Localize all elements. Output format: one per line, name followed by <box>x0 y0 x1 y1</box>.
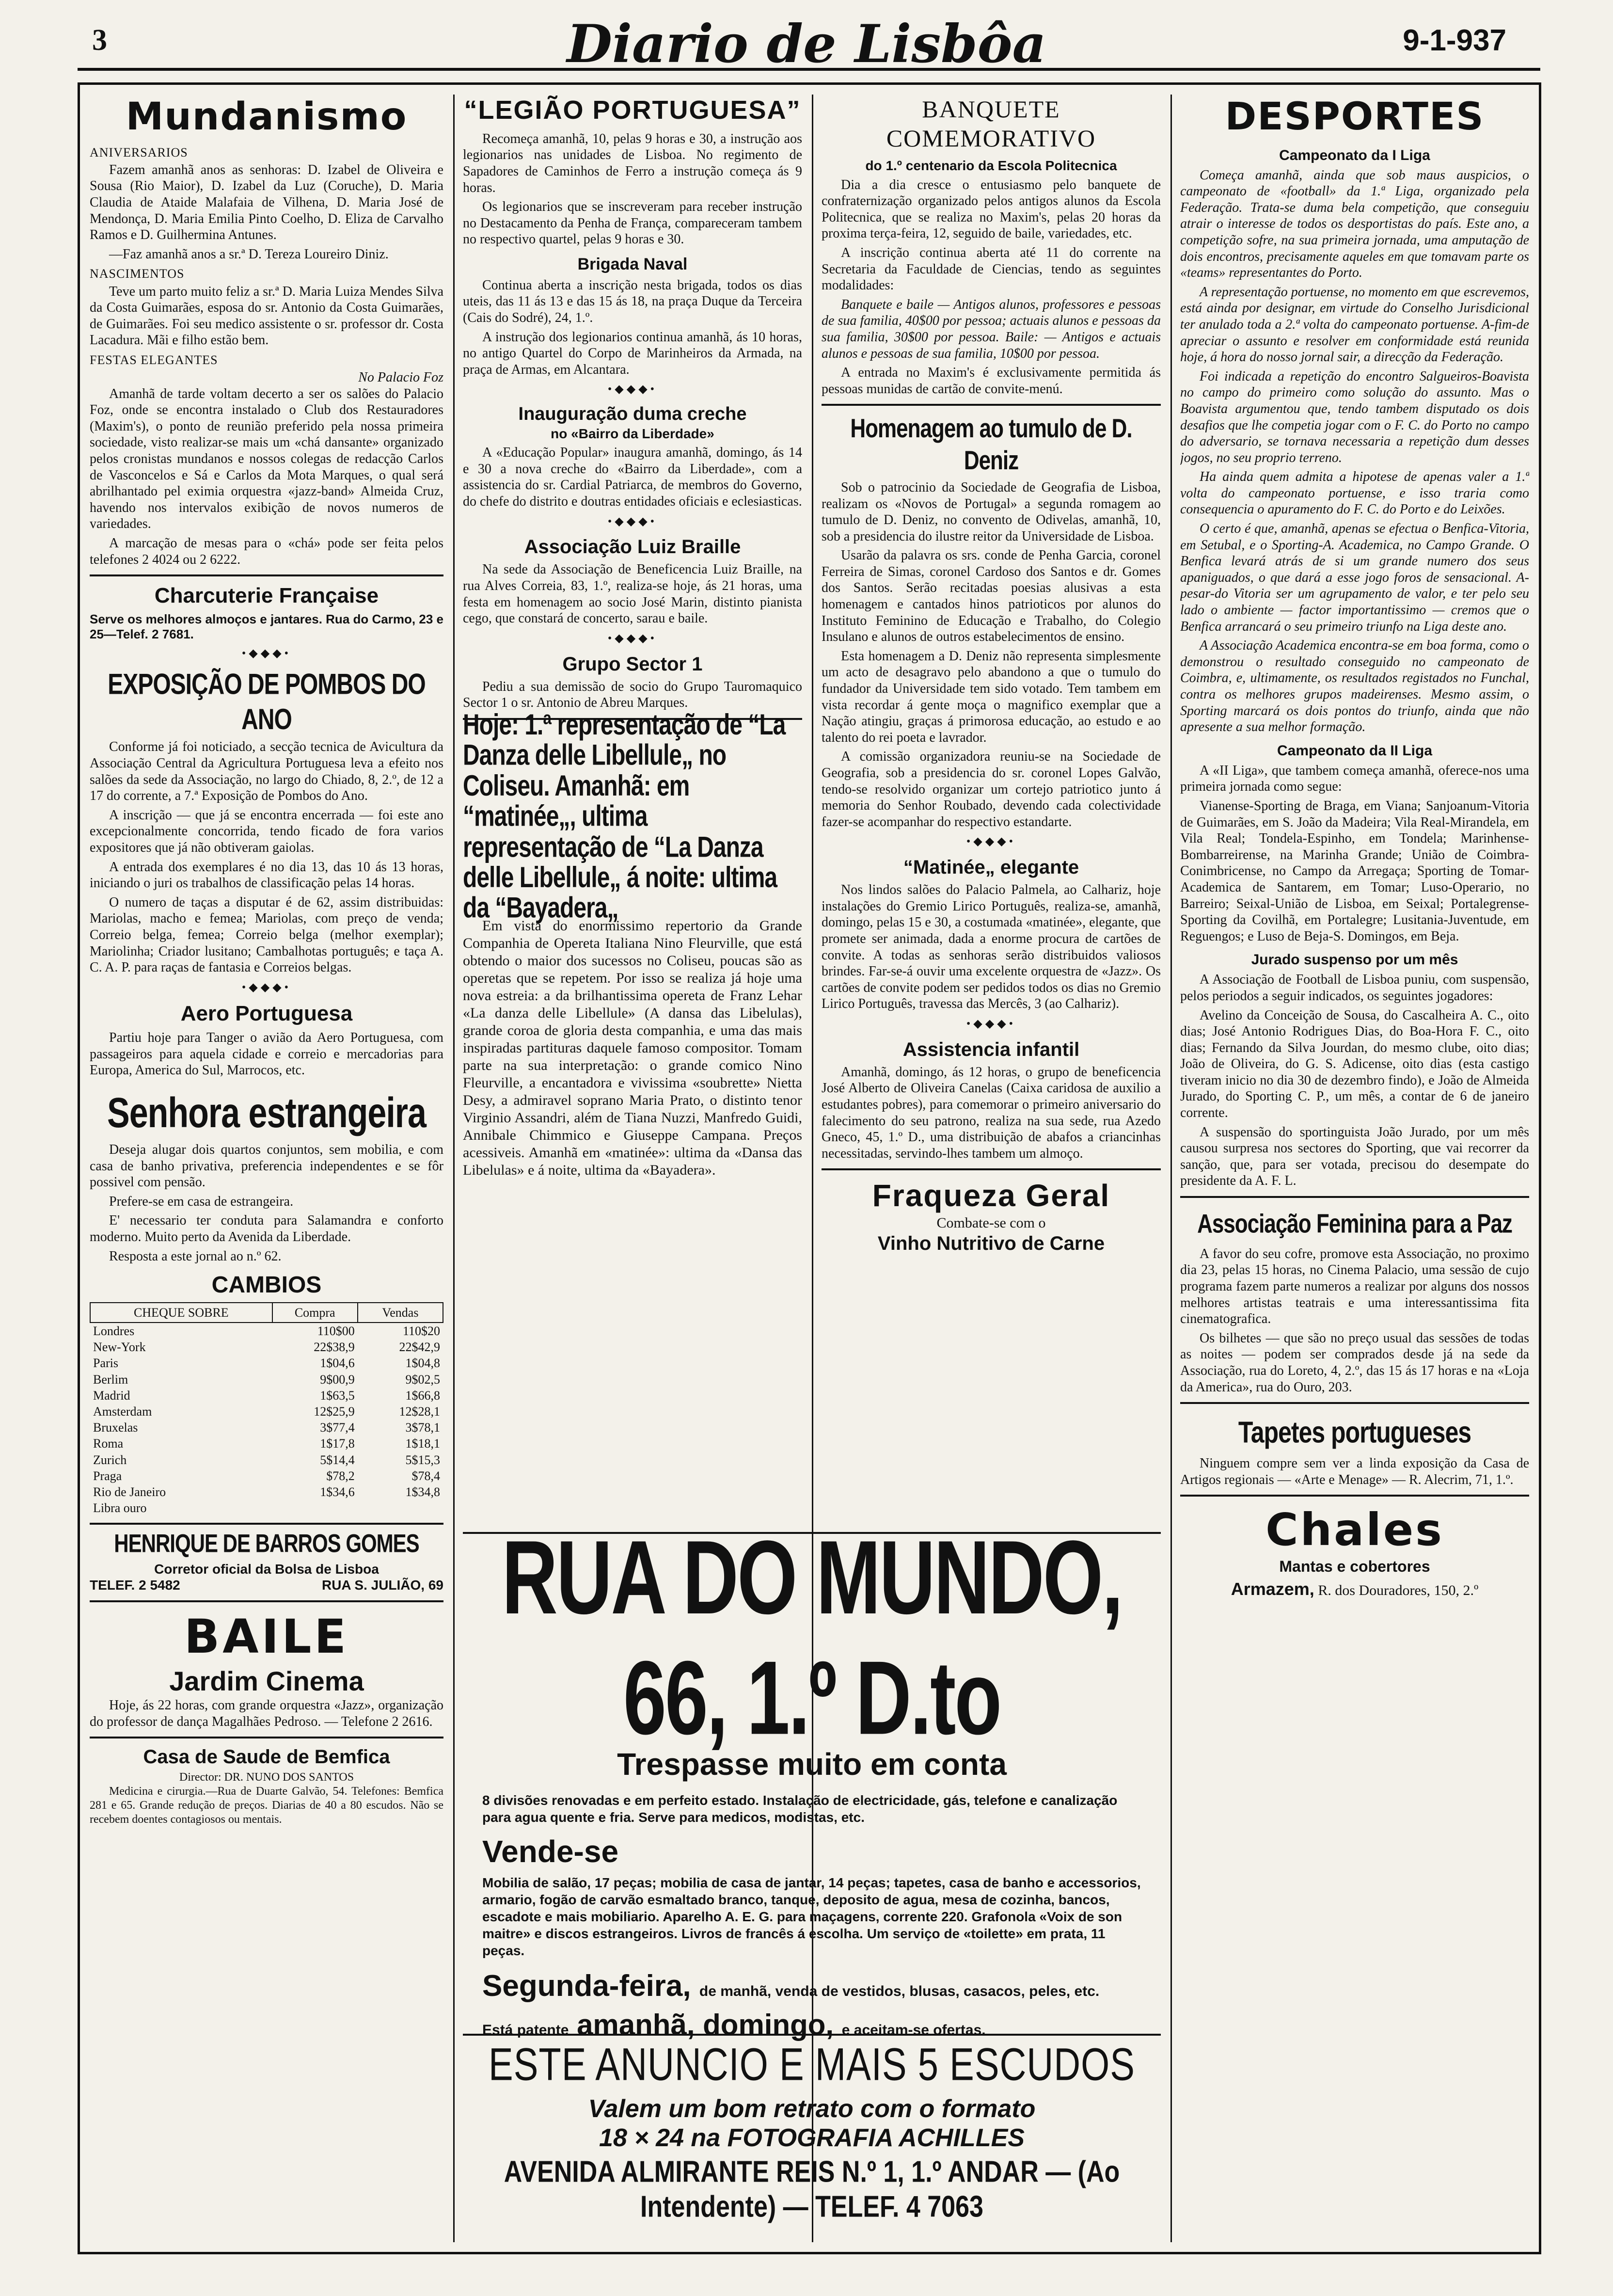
table-cell: 22$38,9 <box>314 1340 355 1355</box>
table-cell: Rio de Janeiro <box>93 1484 166 1499</box>
table-cell: Praga <box>93 1468 122 1483</box>
text-pombos-4: O numero de taças a disputar é de 62, assim distribuidas: Mariolas, macho e femea; Mariolas, com preço de venda; Correio belga, femea; Correio belga (melhor exemplar); Mariolinha; Criador lusitano; Cambalhotas português; e taça A. C. A. P. para raças de fantasia e Correios belgas. <box>90 894 443 975</box>
table-row <box>90 1500 443 1516</box>
chales-addr: R. dos Douradores, 150, 2.º <box>1318 1582 1479 1599</box>
issue-date: 9-1-937 <box>1403 24 1506 57</box>
ornament-divider: •◆◆◆• <box>966 1017 1016 1030</box>
subhead-liga1: Campeonato da I Liga <box>1279 147 1430 163</box>
subhead-aniversarios: ANIVERSARIOS <box>90 145 188 159</box>
ad-foto-line2: Valem um bom retrato com o formato <box>588 2095 1036 2123</box>
table-cell: 110$20 <box>402 1324 440 1338</box>
table-cell: 12$25,9 <box>314 1404 355 1419</box>
table-cell: 9$00,9 <box>320 1372 355 1387</box>
table-cell: Bruxelas <box>93 1420 138 1435</box>
column-rule-1 <box>453 95 455 2242</box>
divider <box>1180 1495 1529 1497</box>
divider <box>90 1523 443 1525</box>
divider <box>90 574 443 576</box>
subhead-jurado: Jurado suspenso por um mês <box>1251 952 1458 968</box>
table-cell: 22$42,9 <box>399 1340 440 1355</box>
table-row <box>90 1419 443 1435</box>
section-title-legiao: “LEGIÃO PORTUGUESA” <box>464 96 801 125</box>
table-header-row <box>90 1303 443 1323</box>
title-aero: Aero Portuguesa <box>180 1002 353 1026</box>
title-senhora: Senhora estrangeira <box>107 1089 426 1136</box>
table-cell: New-York <box>93 1340 146 1355</box>
text-deniz-2: Usarão da palavra os srs. conde de Penha Garcia, coronel Ferreira de Simas, coronel Cardoso dos Santos e dr. Gomes dos Santos. Serão recitadas poesias alusivas a esta homenagem e cantados hinos patrioticos por alunos do Instituto Feminino de Educação e Trabalho, do Colegio Insulano e alunos de outros estabelecimentos de ensino. <box>822 548 1161 645</box>
masthead <box>0 0 1613 73</box>
column-banquete <box>822 95 1161 1447</box>
title-charcuterie: Charcuterie Française <box>154 584 379 608</box>
text-aero: Partiu hoje para Tanger o avião da Aero Portuguesa, com passageiros para aquela cidade e correio e mercadorias para Europa, America do Sul, Marrocos, etc. <box>90 1030 443 1078</box>
text-coliseu: Em vista do enormissimo repertorio da Grande Companhia de Opereta Italiana Nino Fleurville, que está obtendo o maior dos sucessos no Coliseu, poucas são as operetas que se repetem. Por isso se realiza já hoje uma nova estreia: a da brilhantissima opereta de Franz Lehar «La danza delle Libellule» (A dansa das Libelulas), grande coroa de gloria desta companhia, e uma das mais inspiradas partituras daquele famoso compositor. Tomam parte na sua interpretação: o grande comico Nino Fleurville, a encantadora e vivissima «soubrette» Nietta Desy, a admiravel soprano Maria Prato, o distinto tenor Virginio Assandri, além de Tiana Nuzzi, Manfredo Guidi, Annibale Chimmico e Giuseppe Campana. Preços acessiveis. Amanhã em «matinée»: ultima da «Dansa das Libelulas» e á noite, ultima da «Bayadera». <box>463 917 802 1178</box>
table-cell: 1$63,5 <box>320 1388 355 1403</box>
table-row <box>90 1452 443 1468</box>
table-header: Compra <box>272 1303 358 1323</box>
title-cambios: CAMBIOS <box>211 1272 322 1298</box>
ad-rua-vende: Vende-se <box>482 1834 619 1869</box>
ad-rua-segunda-label: Segunda-feira, <box>482 1969 691 2003</box>
ornament-divider: •◆◆◆• <box>241 981 292 994</box>
ad-rua-patente-small: e aceitam-se ofertas. <box>841 2022 986 2038</box>
table-cell: Londres <box>93 1324 135 1338</box>
table-cell: Roma <box>93 1436 124 1451</box>
ad-rua-items: 8 divisões renovadas e em perfeito estado. Instalação de electricidade, gás, telefone e canalização para agua quente e fria. Serve para medicos, modistas, etc. <box>482 1793 1118 1825</box>
ad-rua-vende-text: Mobilia de salão, 17 peças; mobilia de casa de jantar, 14 peças; tapetes, casa de banho e accessorios, armario, fogão de carvão esmaltado branco, tanque, deposito de agua, mesa de cozinha, bancos, escadote e mais mobiliario. Aparelho A. E. G. para maçagens, corrente 220. Grafonola «Voix de son maitre» e discos estrangeiros. Livros de francês á escolha. Um serviço de «toilette» em prata, 11 peças. <box>482 1875 1141 1958</box>
text-aniversarios: Fazem amanhã anos as senhoras: D. Izabel de Oliveira e Sousa (Rio Maior), D. Izabel da Luz (Coruche), D. Maria Claudia de Ataide Malafaia de Vilhena, D. Maria José de Mendonça, D. Maria Emilia Pinto Coelho, D. Eliza de Carvalho Ramos e D. Guilhermina Antunes. <box>90 162 443 243</box>
text-liga1-4: Ha ainda quem admita a hipotese de apenas valer a 1.ª volta do campeonato portuense, e isso traria como consequencia o apuramento do F. C. do Porto e do Leixões. <box>1180 469 1529 517</box>
henrique-contact <box>90 1577 443 1594</box>
title-creche: Inauguração duma creche <box>518 404 747 425</box>
section-title-mundanismo: Mundanismo <box>126 95 408 139</box>
table-cell: 5$15,3 <box>405 1452 440 1467</box>
ad-foto-line4: AVENIDA ALMIRANTE REIS N.º 1, 1.º ANDAR — (Ao Intendente) — TELEF. 4 7063 <box>504 2155 1120 2224</box>
text-saude: Medicina e cirurgia.—Rua de Duarte Galvão, 54. Telefones: Bemfica 281 e 65. Grande redução de preços. Diarias de 40 a 80 escudos. Não se recebem doentes contagiosos ou mentais. <box>90 1785 443 1826</box>
text-deniz: Sob o patrocinio da Sociedade de Geografia de Lisboa, realizam os «Novos de Portugal» a segunda romagem ao tumulo de D. Deniz, no convento de Odivelas, amanhã, 10, sob a presidencia do ilustre reitor da Universidade de Lisboa. <box>822 479 1161 544</box>
text-infantil: Amanhã, domingo, ás 12 horas, o grupo de beneficencia José Alberto de Oliveira Canelas (Caixa caridosa de auxilio a estudantes pobres), para comemorar o primeiro aniversario do falecimento do seu patrono, realiza na sua sede, rua Azedo Gneco, 45, 1.º D., uma distribuição de abafos a criancinhas necessitadas, servindo-lhes tambem um almoço. <box>822 1064 1161 1161</box>
table-cell: Zurich <box>93 1452 127 1467</box>
title-braille: Associação Luiz Braille <box>524 536 741 558</box>
section-title-desportes: DESPORTES <box>1225 95 1485 139</box>
text-legiao-2: Os legionarios que se inscreveram para receber instrução no Destacamento da Penha de França, compareceram tambem no respectivo quartel, pelas 9 horas e 30. <box>463 199 802 247</box>
divider <box>1180 1196 1529 1198</box>
table-header: CHEQUE SOBRE <box>90 1303 272 1323</box>
table-cell: 9$02,5 <box>405 1372 440 1387</box>
title-jardim-cinema: Jardim Cinema <box>169 1666 364 1697</box>
table-cell: Libra ouro <box>93 1501 147 1515</box>
page-frame <box>78 82 1541 2254</box>
masthead-rule <box>78 68 1540 71</box>
text-jurado-2: Avelino da Conceição de Sousa, do Cascalheira A. C., oito dias; José Antonio Rodrigues Dias, do Boa-Hora F. C., oito dias; Fernando da Silva Jourdan, do mesmo clube, oito dias; João de Oliveira, do G. S. Adicense, oito dias (esta castigo tiveram inicio no dia 30 de dezembro findo), e João de Almeida Jurado, do Sporting C. P., um mês, a contar de 6 de janeiro corrente. <box>1180 1007 1529 1121</box>
text-senhora-3: E' necessario ter conduta para Salamandra e conforto moderno. Muito perto da Avenida da Liberdade. <box>90 1213 443 1245</box>
text-banquete-2: A inscrição continua aberta até 11 do corrente na Secretaria da Faculdade de Ciencias, tendo as seguintes modalidades: <box>822 245 1161 293</box>
ad-rua-title: RUA DO MUNDO, 66, 1.º D.to <box>502 1518 1122 1756</box>
product-fraqueza: Vinho Nutritivo de Carne <box>877 1233 1105 1255</box>
ornament-divider: •◆◆◆• <box>966 835 1016 848</box>
table-cell: 1$18,1 <box>405 1436 440 1451</box>
text-brigada-2: A instrução dos legionarios continua amanhã, ás 10 horas, no antigo Quartel do Corpo de Marinheiros da Armada, na praça de Armas, em Alcantara. <box>463 329 802 377</box>
subhead-festas: FESTAS ELEGANTES <box>90 352 218 367</box>
saude-director: Director: DR. NUNO DOS SANTOS <box>179 1771 354 1784</box>
text-nascimentos: Teve um parto muito feliz a sr.ª D. Maria Luiza Mendes Silva da Costa Guimarães, esposa do sr. Antonio da Costa Guimarães, de Guimarães. Foi seu medico assistente o sr. professor dr. Costa Lacadura. Mãi e filho estão bem. <box>90 284 443 348</box>
text-senhora-4: Resposta a este jornal ao n.º 62. <box>109 1248 282 1264</box>
divider <box>822 404 1161 406</box>
title-pombos: EXPOSIÇÃO DE POMBOS DO ANO <box>108 669 426 736</box>
title-tapetes: Tapetes portugueses <box>1238 1415 1471 1450</box>
cambios-table <box>90 1302 443 1516</box>
text-liga1-2: A representação portuense, no momento em que escrevemos, está ainda por designar, em virtude do Conselho Jurisdicional ter anulado toda a 2.ª volta do campeonato portuense. A-fim-de apreciar o assunto e resolver em conformidade está reunida hoje, á hora do nosso jornal sair, a direcção da Federação. <box>1180 284 1529 365</box>
ad-foto-line3: 18 × 24 na FOTOGRAFIA ACHILLES <box>599 2124 1025 2152</box>
text-liga1-3: Foi indicada a repetição do encontro Salgueiros-Boavista no campo do primeiro como solução do assunto. Mas o Boavista argumentou que, tendo tambem disputado os dois desafios que lhe competia jogar com o F. C. do Porto no campo do adversario, se tornava necessaria a repetição dum desses jogos, no seu proprio terreno. <box>1180 368 1529 465</box>
ad-foto-line1: ESTE ANUNCIO E MAIS 5 ESCUDOS <box>489 2039 1135 2090</box>
ad-rua-segunda-text: de manhã, venda de vestidos, blusas, casacos, peles, etc. <box>699 1983 1100 1999</box>
page-number: 3 <box>92 24 107 57</box>
table-row <box>90 1403 443 1419</box>
subtitle-chales: Mantas e cobertores <box>1279 1557 1430 1575</box>
text-feminina-2: Os bilhetes — que são no preço usual das sessões de todas as noites — podem ser comprados desde já na sede da Associação, rua do Loreto, 4, 2.º, das 15 ás 17 horas e na «Loja da America», rua do Ouro, 203. <box>1180 1330 1529 1395</box>
text-charcuterie: Serve os melhores almoços e jantares. Rua do Carmo, 23 e 25—Telef. 2 7681. <box>90 612 443 642</box>
title-coliseu: Hoje: 1.ª representação de “La Danza delle Libellule„ no Coliseu. Amanhã: em “matinée„, ultima representação de “La Danza delle Libellule„ á noite: ultima da “Bayadera„ <box>463 709 786 925</box>
table-cell: 3$77,4 <box>320 1420 355 1435</box>
table-cell <box>358 1500 443 1516</box>
ad-rua-patente-big: amanhã, domingo, <box>577 2009 834 2041</box>
title-infantil: Assistencia infantil <box>902 1038 1080 1060</box>
text-braille: Na sede da Associação de Beneficencia Luiz Braille, na rua Alves Correia, 83, 1.º, realiza-se hoje, ás 21 horas, uma festa em homenagem ao socio José Marin, distinto pianista cego, que constará de concerto, sarau e baile. <box>463 562 802 626</box>
table-cell: 1$66,8 <box>405 1388 440 1403</box>
column-legiao <box>463 95 802 1447</box>
title-fraqueza: Fraqueza Geral <box>872 1178 1110 1213</box>
subtitle-banquete: do 1.º centenario da Escola Politecnica <box>865 158 1117 173</box>
table-cell: 1$17,8 <box>320 1436 355 1451</box>
text-sector: Pediu a sua demissão de socio do Grupo Tauromaquico Sector 1 o sr. Antonio de Abreu Marques. <box>463 679 802 711</box>
chales-address <box>1180 1578 1529 1599</box>
text-legiao: Recomeça amanhã, 10, pelas 9 horas e 30, a instrução aos legionarios nas unidades de Lisboa. No regimento de Sapadores de Caminhos de Ferro a instrução começa ás 9 horas. <box>463 131 802 195</box>
text-senhora-2: Prefere-se em casa de estrangeira. <box>109 1194 294 1209</box>
table-header: Vendas <box>358 1303 443 1323</box>
subhead-palacio-foz: No Palacio Foz <box>358 370 443 385</box>
table-cell: $78,2 <box>326 1468 355 1483</box>
subtitle-fraqueza: Combate-se com o <box>936 1215 1046 1231</box>
table-row <box>90 1484 443 1500</box>
text-creche: A «Educação Popular» inaugura amanhã, domingo, ás 14 e 30 a nova creche do «Bairro da Liberdade», com a assistencia do sr. Cardial Patriarca, de membros do Governo, do chefe do distrito e doutras entidades oficiais e eclesiasticas. <box>463 445 802 510</box>
column-mundanismo <box>90 95 443 2242</box>
text-jurado-3: A suspensão do sportinguista João Jurado, por um mês causou surpresa nos sectores do Sporting, que vai recorrer da sanção, que, para ser votada, precisou do desempate do presidente da A. F. L. <box>1180 1124 1529 1189</box>
text-pombos: Conforme já foi noticiado, a secção tecnica de Avicultura da Associação Central da Agricultura Portuguesa leva a efeito nos salões da sede da Associação, no largo do Chiado, 8, 2.º, de 12 a 17 do corrente, a 7.ª Exposição de Pombos do Ano. <box>90 739 443 804</box>
table-cell: 1$34,8 <box>405 1484 440 1499</box>
table-cell: 12$28,1 <box>399 1404 440 1419</box>
text-aniversarios-2: —Faz amanhã anos a sr.ª D. Tereza Loureiro Diniz. <box>109 246 389 262</box>
table-row <box>90 1387 443 1403</box>
text-feminina: A favor do seu cofre, promove esta Associação, no proximo dia 23, pelas 15 horas, no Cinema Palacio, uma sessão de cujo programa fazem parte numeros a realizar por alguns dos nossos melhores artistas teatrais e uma interessantissima fita cinematografica. <box>1180 1246 1529 1327</box>
text-pombos-3: A entrada dos exemplares é no dia 13, das 10 ás 13 horas, iniciando o juri os trabalhos de classificação pelas 14 horas. <box>90 859 443 891</box>
divider <box>822 1168 1161 1170</box>
table-cell: 1$34,6 <box>320 1484 355 1499</box>
table-row <box>90 1323 443 1339</box>
ornament-divider: •◆◆◆• <box>241 647 292 660</box>
title-baile: BAILE <box>184 1609 349 1664</box>
text-senhora: Deseja alugar dois quartos conjuntos, sem mobilia, e com casa de banho privativa, preferencia independentes e se fôr possivel com pensão. <box>90 1142 443 1190</box>
table-cell: Berlim <box>93 1372 128 1387</box>
text-baile: Hoje, ás 22 horas, com grande orquestra «Jazz», organização do professor de dança Magalhães Pedroso. — Telefone 2 2616. <box>90 1698 443 1729</box>
subhead-brigada: Brigada Naval <box>577 255 688 273</box>
table-cell: Amsterdam <box>93 1404 152 1419</box>
ad-rua-segunda <box>482 1969 1141 2003</box>
table-row <box>90 1371 443 1387</box>
chales-addr-label: Armazem, <box>1231 1579 1314 1599</box>
text-banquete-4: A entrada no Maxim's é exclusivamente permitida ás pessoas munidas de cartão de convite-menú. <box>822 365 1161 397</box>
text-jurado: A Associação de Football de Lisboa puniu, com suspensão, pelos periodos a seguir indicados, os seguintes jogadores: <box>1180 972 1529 1004</box>
subtitle-creche: no «Bairro da Liberdade» <box>551 426 714 441</box>
table-cell: Madrid <box>93 1388 130 1403</box>
table-cell: $78,4 <box>411 1468 440 1483</box>
newspaper-title: Diario de Lisbôa <box>567 14 1046 75</box>
text-liga1-6: A Associação Academica encontra-se em boa forma, como o demonstrou o resultado conseguido no campeonato de Coimbra, e, ultimamente, os resultados registados no Funchal, contra os melhores grupos madeirenses. Mesmo assim, o Sporting marcará os dois pontos do triunfo, ainda que não apresente a sua melhor formação. <box>1180 638 1529 735</box>
title-chales: Chales <box>1265 1504 1444 1556</box>
text-festas-2: A marcação de mesas para o «chá» pode ser feita pelos telefones 2 4024 ou 2 6222. <box>90 536 443 567</box>
text-pombos-2: A inscrição — que já se encontra encerrada — foi este ano excepcionalmente concorrida, tendo ficado de fora varios expositores que já não obtiveram gaiolas. <box>90 807 443 855</box>
ornament-divider: •◆◆◆• <box>607 632 658 645</box>
text-liga2-2: Vianense-Sporting de Braga, em Viana; Sanjoanum-Vitoria de Guimarães, em S. João da Madeira; Vila Real-Mirandela, em Vila Real; Tondela-Espinho, em Tondela; Marinhense-Bombarreirense, na Marinha Grande; União de Coimbra-Conimbricense, no Campo da Arregaça; Sporting de Tomar-Academica de Santarem, em Tomar; Luso-Operario, no Barreiro; Seixal-União de Lisboa, em Seixal; Portalegrense-Sporting da Covilhã, em Portalegre; Lusitania-Juventude, em Reguengos; e Luso de Beja-S. Domingos, em Beja. <box>1180 798 1529 944</box>
title-deniz: Homenagem ao tumulo de D. Deniz <box>850 414 1132 476</box>
column-desportes <box>1180 95 1529 2242</box>
table-cell: Paris <box>93 1356 118 1371</box>
section-title-banquete: BANQUETE COMEMORATIVO <box>886 96 1096 152</box>
divider <box>90 1600 443 1602</box>
ad-fotografia-achilles <box>463 2034 1161 2224</box>
henrique-tel: TELEF. 2 5482 <box>90 1578 180 1593</box>
ornament-divider: •◆◆◆• <box>607 383 658 396</box>
table-cell: 1$04,6 <box>320 1356 355 1371</box>
text-banquete: Dia a dia cresce o entusiasmo pelo banquete de confraternização organizado pelos antigos alunos da Escola Politecnica, que se realiza no Maxim's, pelas 20 horas da proxima terça-feira, 12, seguido de baile, variedades, etc. <box>822 177 1161 241</box>
table-row <box>90 1339 443 1355</box>
text-matinee: Nos lindos salões do Palacio Palmela, ao Calhariz, hoje instalações do Gremio Lirico Português, realiza-se, amanhã, domingo, pelas 15 e 30, a costumada «matinée», elegante, que promete ser animada, dada a enorme procura de cartões de convite. A todas as senhoras serão distribuidos valiosos brindes. Far-se-á ouvir uma excelente orquestra de «Jazz». Os cartões de convite podem ser pedidos todos os dias no Gremio Lirico Português, travessa das Mercês, 3 (ao Calhariz). <box>822 882 1161 1012</box>
henrique-addr: RUA S. JULIÃO, 69 <box>321 1578 443 1593</box>
ad-rua-subtitle: Trespasse muito em conta <box>617 1747 1007 1782</box>
table-row <box>90 1435 443 1451</box>
table-cell: 1$04,8 <box>405 1356 440 1371</box>
ornament-divider: •◆◆◆• <box>607 515 658 528</box>
table-cell: 5$14,4 <box>320 1452 355 1467</box>
text-henrique: Corretor oficial da Bolsa de Lisboa <box>154 1561 379 1577</box>
subhead-liga2: Campeonato da II Liga <box>1277 742 1433 759</box>
table-cell: 3$78,1 <box>405 1420 440 1435</box>
ad-rua-patente-label: Está patente <box>482 2022 569 2038</box>
table-cell: 110$00 <box>317 1324 355 1338</box>
table-row <box>90 1468 443 1484</box>
text-festas: Amanhã de tarde voltam decerto a ser os salões do Palacio Foz, onde se encontra instalado o Club dos Restauradores (Maxim's), o ponto de reunião preferido pela nossa primeira sociedade, visto realizar-se mais um «chá dansante» organizado pelos cronistas mundanos e nossos colegas de redacção Carlos de Vasconcelos e Sá e Carlos da Mota Marques, o qual será abrilhantado pel eximia orquestra «jazz-band» Almeida Cruz, havendo nos intervalos exibição de novos numeros de variedades. <box>90 386 443 532</box>
subhead-nascimentos: NASCIMENTOS <box>90 267 185 281</box>
text-banquete-3: Banquete e baile — Antigos alunos, professores e pessoas de sua familia, 40$00 por pessoa; actuais alunos e pessoas da sua familia, 30$00 por pessoa. Baile: — Antigos e actuais alunos e pessoas de sua familia, 10$00 por pessoa. <box>822 297 1161 361</box>
text-deniz-3: Esta homenagem a D. Deniz não representa simplesmente um acto de desagravo pelo abandono a que o tumulo do fundador da Universidade tem sido votado. Tem tambem em vista recordar á gente moça o magnifico exemplar que a Nação atingiu, graças á primorosa educação, ao estudo e ao talento do rei poeta e lavrador. <box>822 648 1161 745</box>
table-row <box>90 1355 443 1371</box>
ad-rua-do-mundo <box>463 1518 1161 2041</box>
title-feminina: Associação Feminina para a Paz <box>1197 1209 1512 1239</box>
text-deniz-4: A comissão organizadora reuniu-se na Sociedade de Geografia, sob a presidencia do sr. coronel Lopes Galvão, tendo-se resolvido organizar um cortejo patriotico junto á memoria do Senhor Roubado, devendo cada colectividade fazer-se acompanhar do respectivo estandarte. <box>822 749 1161 829</box>
text-liga1-5: O certo é que, amanhã, apenas se efectua o Benfica-Vitoria, em Setubal, e o Sporting-A. Academica, no Campo Grande. O Benfica levará atrás de si um grande numero dos seus apaniguados, o que dará a esse jogo foros de sensacional. A-pesar-do Vitoria ser um agrupamento de valor, e ter pelo seu lado o ambiente — factor importantissimo — cremos que o Benfica arrancará o seu primeiro triunfo na Liga deste ano. <box>1180 521 1529 634</box>
text-tapetes: Ninguem compre sem ver a linda exposição da Casa de Artigos regionais — «Arte e Menage» — R. Alecrim, 71, 1.º. <box>1180 1456 1529 1487</box>
table-cell <box>272 1500 358 1516</box>
title-saude: Casa de Saude de Bemfica <box>143 1746 390 1768</box>
title-henrique: HENRIQUE DE BARROS GOMES <box>114 1529 419 1558</box>
text-liga2: A «II Liga», que tambem começa amanhã, oferece-nos uma primeira jornada como segue: <box>1180 763 1529 795</box>
text-brigada: Continua aberta a inscrição nesta brigada, todos os dias uteis, das 11 ás 13 e das 15 ás 18, na praça Duque da Terceira (Cais do Sodré), 24, 1.º. <box>463 277 802 325</box>
title-matinee: “Matinée„ elegante <box>903 857 1079 878</box>
column-rule-3 <box>1170 95 1172 2242</box>
divider <box>1180 1402 1529 1404</box>
text-liga1: Começa amanhã, ainda que sob maus auspicios, o campeonato de «football» da 1.ª Liga, organizado pela Federação. Trata-se duma bela competição, que conseguiu atrair o interesse de todos os desportistas do país. Este ano, a competição sofre, na sua primeira jornada, uma amputação de dois encontros, precisamente aqueles em que tomavam parte os «teams» representantes do Porto. <box>1180 167 1529 281</box>
title-sector: Grupo Sector 1 <box>562 653 703 675</box>
divider <box>90 1737 443 1738</box>
